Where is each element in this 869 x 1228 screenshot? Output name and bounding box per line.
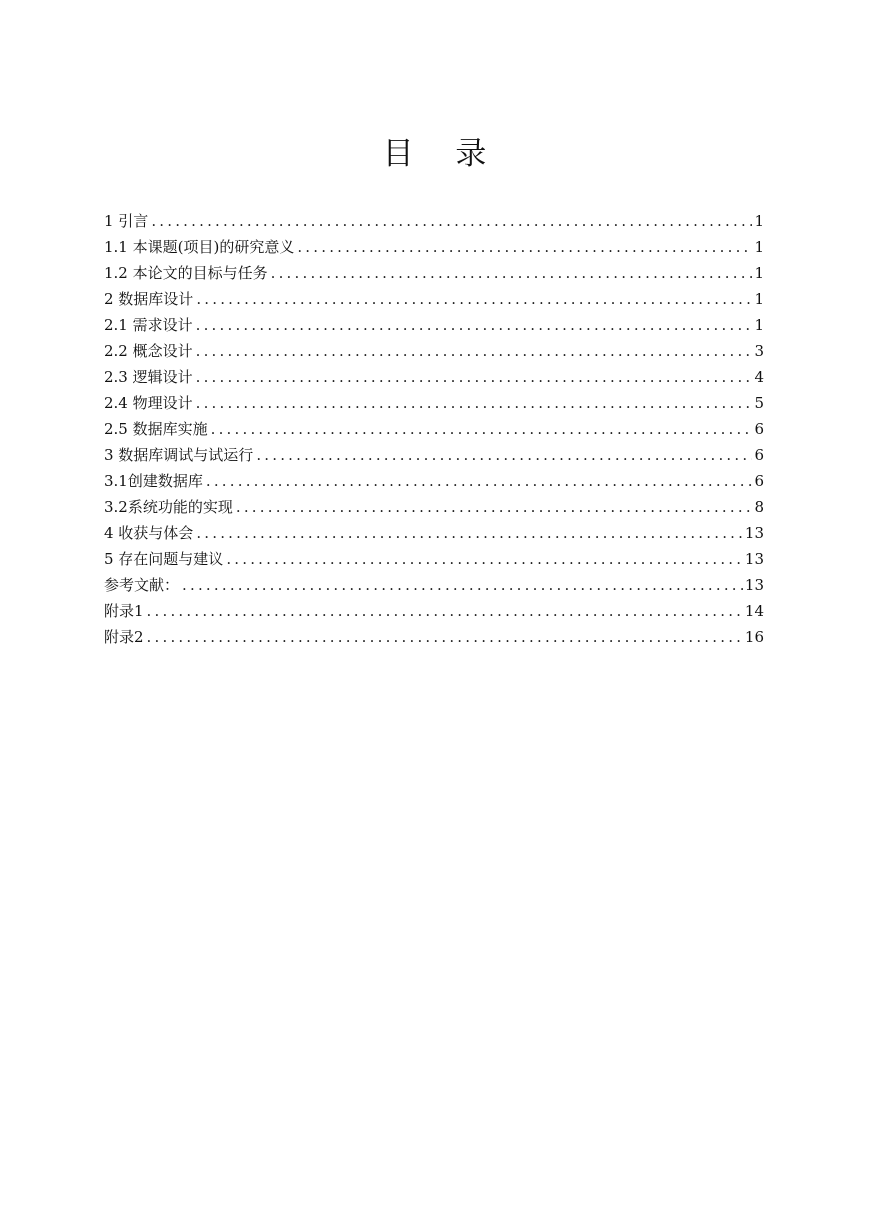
toc-leader-dots [256,442,752,468]
toc-entry-label: 5 存在问题与建议 [104,550,224,568]
toc-entry-label: 2.3 逻辑设计 [104,368,193,386]
toc-entry-appendix-2[interactable] [104,624,764,650]
toc-entry-1-1[interactable] [104,234,764,260]
toc-entry-label: 3 数据库调试与试运行 [104,446,254,464]
toc-entry-page: 5 [754,394,764,412]
toc-entry-label: 4 收获与体会 [104,524,194,542]
toc-entry-appendix-1[interactable] [104,598,764,624]
toc-list [104,208,764,650]
toc-entry-references[interactable] [104,572,764,598]
toc-leader-dots [182,572,743,598]
toc-entry-intro[interactable] [104,208,764,234]
toc-entry-page: 1 [754,264,764,282]
toc-leader-dots [147,624,743,650]
toc-entry-page: 14 [744,602,764,620]
toc-entry-3[interactable] [104,442,764,468]
toc-entry-page: 1 [754,238,764,256]
toc-entry-page: 1 [754,316,764,334]
toc-entry-page: 4 [754,368,764,386]
toc-entry-page: 6 [754,446,764,464]
toc-entry-page: 1 [754,212,764,230]
toc-leader-dots [196,338,752,364]
toc-entry-label: 1.1 本课题(项目)的研究意义 [104,238,295,256]
toc-entry-label: 附录1 [104,602,144,620]
toc-entry-label: 附录2 [104,628,144,646]
toc-leader-dots [196,312,752,338]
toc-entry-page: 13 [744,550,764,568]
toc-entry-2-1[interactable] [104,312,764,338]
toc-leader-dots [206,468,752,494]
toc-entry-2[interactable] [104,286,764,312]
toc-entry-2-5[interactable] [104,416,764,442]
toc-entry-2-2[interactable] [104,338,764,364]
toc-leader-dots [196,364,752,390]
toc-entry-5[interactable] [104,546,764,572]
toc-entry-label: 1 引言 [104,212,149,230]
toc-entry-label: 2 数据库设计 [104,290,194,308]
toc-entry-label: 2.5 数据库实施 [104,420,208,438]
toc-entry-page: 13 [744,524,764,542]
toc-entry-page: 1 [754,290,764,308]
toc-entry-label: 2.1 需求设计 [104,316,193,334]
toc-entry-label: 2.2 概念设计 [104,342,193,360]
toc-entry-1-2[interactable] [104,260,764,286]
toc-entry-3-1[interactable] [104,468,764,494]
toc-entry-label: 2.4 物理设计 [104,394,193,412]
toc-entry-page: 16 [744,628,764,646]
toc-leader-dots [147,598,743,624]
toc-entry-page: 6 [754,420,764,438]
toc-leader-dots [297,234,752,260]
toc-leader-dots [236,494,752,520]
toc-leader-dots [151,208,752,234]
toc-leader-dots [211,416,752,442]
toc-leader-dots [271,260,752,286]
toc-entry-page: 3 [754,342,764,360]
toc-title: 目 录 [382,136,503,172]
toc-leader-dots [196,390,752,416]
toc-entry-label: 参考文献： [104,576,180,594]
toc-entry-2-3[interactable] [104,364,764,390]
toc-entry-page: 8 [754,498,764,516]
toc-entry-label: 3.1创建数据库 [104,472,203,490]
toc-entry-label: 1.2 本论文的目标与任务 [104,264,268,282]
toc-entry-4[interactable] [104,520,764,546]
toc-entry-page: 13 [744,576,764,594]
toc-entry-2-4[interactable] [104,390,764,416]
toc-leader-dots [226,546,743,572]
toc-entry-3-2[interactable] [104,494,764,520]
toc-leader-dots [196,286,752,312]
toc-entry-label: 3.2系统功能的实现 [104,498,233,516]
toc-leader-dots [196,520,743,546]
toc-entry-page: 6 [754,472,764,490]
